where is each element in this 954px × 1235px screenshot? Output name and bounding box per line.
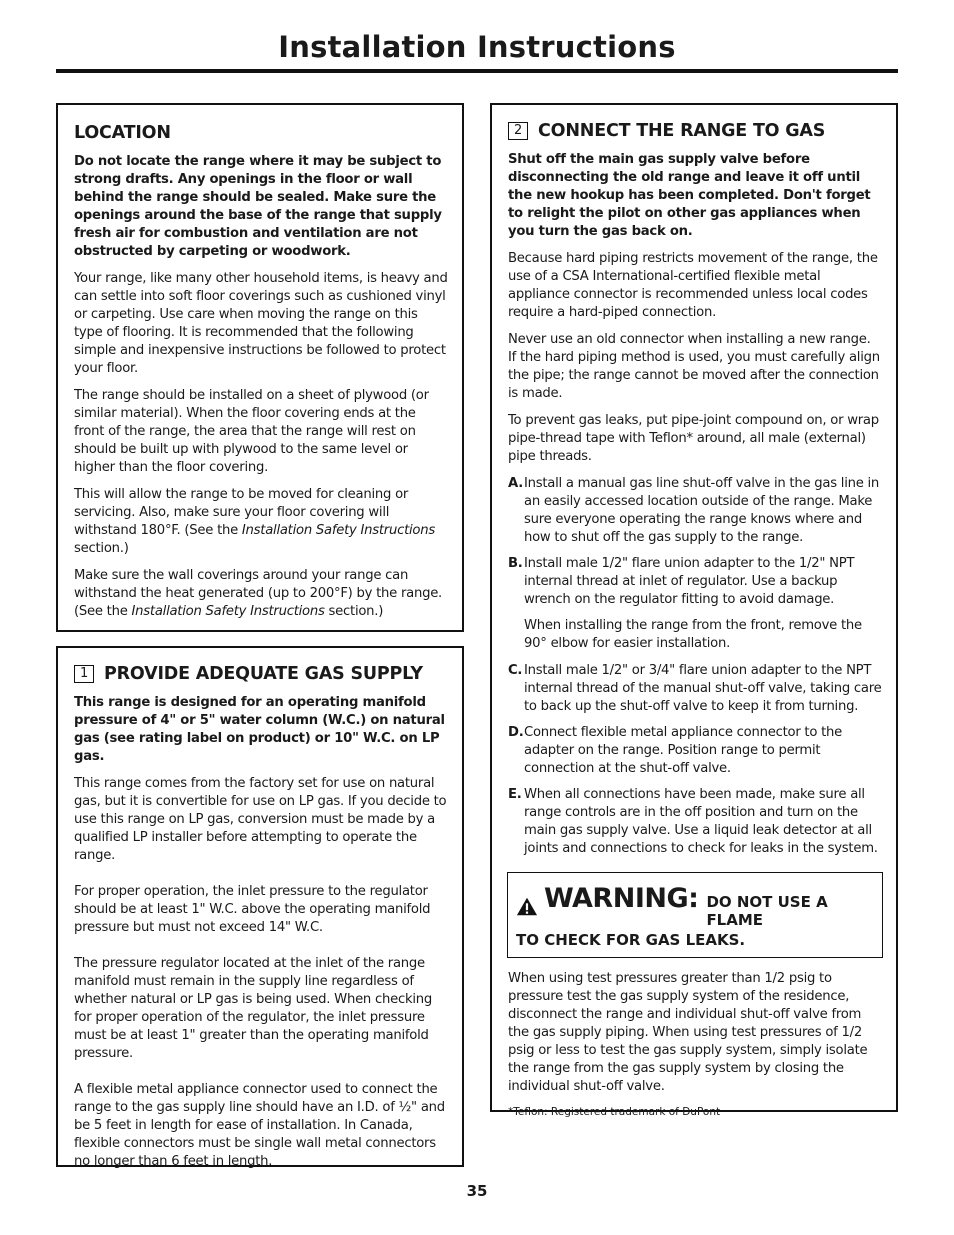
location-p4-italic: Installation Safety Instructions xyxy=(131,604,325,619)
step-a xyxy=(508,475,882,547)
connect-gas-heading-text: CONNECT THE RANGE TO GAS xyxy=(538,121,826,141)
title-rule xyxy=(56,69,898,73)
gas-supply-heading-text: PROVIDE ADEQUATE GAS SUPPLY xyxy=(104,664,423,684)
step-text: Install male 1/2" flare union adapter to the 1/2" NPT internal thread at inlet of regulator. Use a backup wrench on the regulator fitting to avoid damage. xyxy=(524,556,855,607)
warning-triangle-icon xyxy=(516,896,538,917)
location-p4-text-b: section.) xyxy=(324,604,384,619)
location-p3-italic: Installation Safety Instructions xyxy=(241,523,435,538)
step-letter: B. xyxy=(508,556,523,571)
warning-text: DO NOT USE A FLAME xyxy=(706,893,828,929)
step-letter: A. xyxy=(508,476,523,491)
page-number: 35 xyxy=(466,1182,488,1200)
location-section xyxy=(56,103,464,632)
gas-supply-paragraph-3: The pressure regulator located at the inlet of the range manifold must remain in the supply line regardless of whether natural or LP gas is being used. When checking for proper operation of the regulator, the inlet pressure must be at least 1" greater than the operating manifold pressure. xyxy=(74,956,432,1061)
warning-text-line-2: TO CHECK FOR GAS LEAKS. xyxy=(516,931,746,949)
step-letter: D. xyxy=(508,725,524,740)
location-paragraph-1: Your range, like many other household items, is heavy and can settle into soft floor coverings such as cushioned vinyl or carpeting. Use care when moving the range on this type of flooring. It is recommended that the following simple and inexpensive instructions be followed to protect your floor. xyxy=(74,271,448,376)
step-b xyxy=(508,555,882,609)
gas-supply-intro: This range is designed for an operating manifold pressure of 4" or 5" water column (W.C.) on natural gas (see rating label on product) or 10" W.C. on LP gas. xyxy=(74,695,445,764)
step-d xyxy=(508,724,882,778)
connect-gas-paragraph-1: Because hard piping restricts movement of the range, the use of a CSA International-certified flexible metal appliance connector is recommended unless local codes require a hard-piped connection. xyxy=(508,251,878,320)
step-letter: E. xyxy=(508,787,522,802)
connect-gas-intro: Shut off the main gas supply valve before disconnecting the old range and leave it off until the new hookup has been completed. Don't forget to relight the pilot on other gas appliances when you turn the gas back on. xyxy=(508,152,871,239)
step-b-note: When installing the range from the front, remove the 90° elbow for easier installation. xyxy=(524,618,862,651)
warning-word: WARNING: xyxy=(543,883,699,914)
step-e xyxy=(508,786,882,858)
warning-line xyxy=(516,883,874,929)
connect-gas-paragraph-2: Never use an old connector when installing a new range. If the hard piping method is used, you must carefully align the pipe; the range cannot be moved after the connection is made. xyxy=(508,332,880,401)
step-text: Install male 1/2" or 3/4" flare union adapter to the NPT internal thread of the manual shut-off valve, taking care to back up the shut-off valve to keep it from turning. xyxy=(524,663,882,714)
connect-gas-heading xyxy=(508,121,882,141)
location-paragraph-4 xyxy=(74,567,448,621)
step-text: Connect flexible metal appliance connector to the adapter on the range. Position range to permit connection at the shut-off valve. xyxy=(524,725,843,776)
gas-supply-paragraph-2: For proper operation, the inlet pressure to the regulator should be at least 1" W.C. above the operating manifold pressure but must not exceed 14" W.C. xyxy=(74,884,431,935)
location-warning-text: Do not locate the range where it may be subject to strong drafts. Any openings in the floor or wall behind the range should be sealed. Make sure the openings around the base of the range that supply fresh air for combustion and ventilation are not obstructed by carpeting or woodwork. xyxy=(74,154,442,259)
gas-supply-paragraph-4: A flexible metal appliance connector used to connect the range to the gas supply line should have an I.D. of ½" and be 5 feet in length for ease of installation. In Canada, flexible connectors must be single wall metal connectors no longer than 6 feet in length. xyxy=(74,1082,445,1169)
step-number-badge: 2 xyxy=(508,122,528,140)
location-heading-text: LOCATION xyxy=(74,123,171,143)
connect-gas-section xyxy=(490,103,898,1118)
location-paragraph-3 xyxy=(74,486,448,558)
step-letter: C. xyxy=(508,663,523,678)
connect-gas-paragraph-3: To prevent gas leaks, put pipe-joint compound on, or wrap pipe-thread tape with Teflon* around, all male (external) pipe threads. xyxy=(508,413,879,464)
location-p4-text-a: Make sure the wall coverings around your range can withstand the heat generated (up to 200°F) by the range. (See the xyxy=(74,568,442,619)
page-title: Installation Instructions xyxy=(278,30,676,64)
location-heading xyxy=(74,123,448,143)
step-text: When all connections have been made, make sure all range controls are in the off position and turn on the main gas supply valve. Use a liquid leak detector at all joints and connections to check for leaks in the system. xyxy=(524,787,878,856)
step-c xyxy=(508,662,882,716)
gas-supply-heading xyxy=(74,664,448,684)
gas-supply-section xyxy=(56,646,464,1167)
location-p3-text-a: This will allow the range to be moved for cleaning or servicing. Also, make sure your floor covering will withstand 180°F. (See the xyxy=(74,487,409,538)
location-paragraph-2: The range should be installed on a sheet of plywood (or similar material). When the floor covering ends at the front of the range, the area that the range will rest on should be built up with plywood to the same level or higher than the floor covering. xyxy=(74,388,429,475)
warning-box xyxy=(507,872,883,958)
location-p3-text-b: section.) xyxy=(74,541,129,556)
teflon-footnote: *Teflon: Registered trademark of DuPont xyxy=(508,1106,721,1118)
warning-body: When using test pressures greater than 1/2 psig to pressure test the gas supply system of the residence, disconnect the range and individual shut-off valve from the gas supply piping. When using test pressures of 1/2 psig or less to test the gas supply system, simply isolate the range from the gas supply system by closing the individual shut-off valve. xyxy=(508,971,868,1094)
step-number-badge: 1 xyxy=(74,665,94,683)
gas-supply-paragraph-1: This range comes from the factory set for use on natural gas, but it is convertible for use on LP gas. If you decide to use this range on LP gas, conversion must be made by a qualified LP installer before attempting to operate the range. xyxy=(74,776,447,863)
step-text: Install a manual gas line shut-off valve in the gas line in an easily accessed location outside of the range. Make sure everyone operating the range knows where and how to shut off the gas supply to the range. xyxy=(524,476,880,545)
